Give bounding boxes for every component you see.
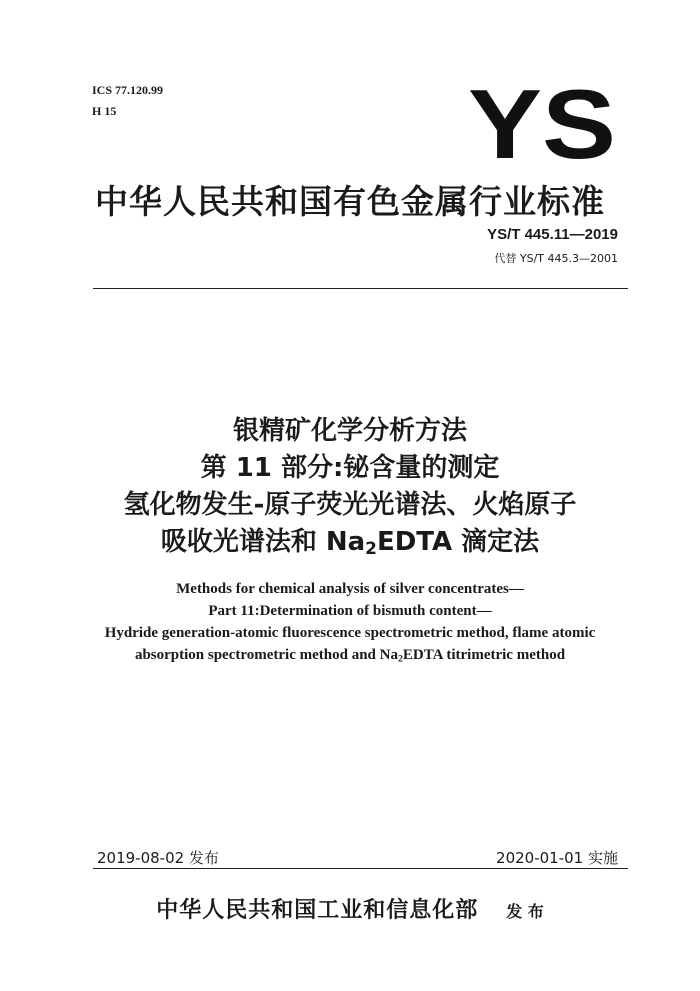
header-divider — [93, 288, 628, 289]
cn-title-line-4-post: EDTA 滴定法 — [376, 527, 540, 557]
cn-title-line-4 — [0, 524, 700, 567]
issue-date: 2019-08-02 发布 — [97, 849, 219, 867]
en-title-line-3: Hydride generation-atomic fluorescence spectrometric method, flame atomic — [104, 625, 596, 641]
cn-title-subscript: 2 — [365, 538, 377, 559]
ys-logo-text: YS — [468, 80, 616, 170]
en-title-line-4-post: EDTA titrimetric method — [402, 647, 566, 663]
cn-title-line-3: 氢化物发生-原子荧光光谱法、火焰原子 — [123, 490, 577, 520]
implementation-date: 2020-01-01 实施 — [496, 849, 618, 867]
ys-logo — [468, 80, 618, 170]
cn-title-line-2: 第 11 部分:铋含量的测定 — [200, 453, 500, 483]
en-title-line-2: Part 11:Determination of bismuth content— — [208, 603, 492, 619]
standard-number: YS/T 445.11—2019 — [487, 226, 618, 243]
en-title-subscript: 2 — [397, 653, 403, 665]
classification-codes — [92, 80, 163, 122]
en-title-line-4-pre: absorption spectrometric method and Na — [134, 647, 398, 663]
en-title-line-4 — [0, 644, 700, 670]
ccs-code: H 15 — [92, 104, 117, 118]
en-title-line-1: Methods for chemical analysis of silver concentrates— — [176, 581, 524, 597]
chinese-title — [0, 413, 700, 567]
ics-code: ICS 77.120.99 — [92, 83, 164, 97]
cn-title-line-1: 银精矿化学分析方法 — [232, 416, 467, 446]
replaces-standard: 代替 YS/T 445.3—2001 — [494, 252, 618, 265]
footer-divider — [93, 868, 628, 869]
cn-title-line-4-pre: 吸收光谱法和 Na — [160, 527, 366, 557]
issuer-release-label: 发 布 — [506, 902, 544, 921]
english-title — [0, 578, 700, 670]
issuing-authority — [0, 893, 700, 924]
issuer-organization: 中华人民共和国工业和信息化部 — [156, 898, 479, 923]
standard-category-title: 中华人民共和国有色金属行业标准 — [95, 182, 605, 221]
